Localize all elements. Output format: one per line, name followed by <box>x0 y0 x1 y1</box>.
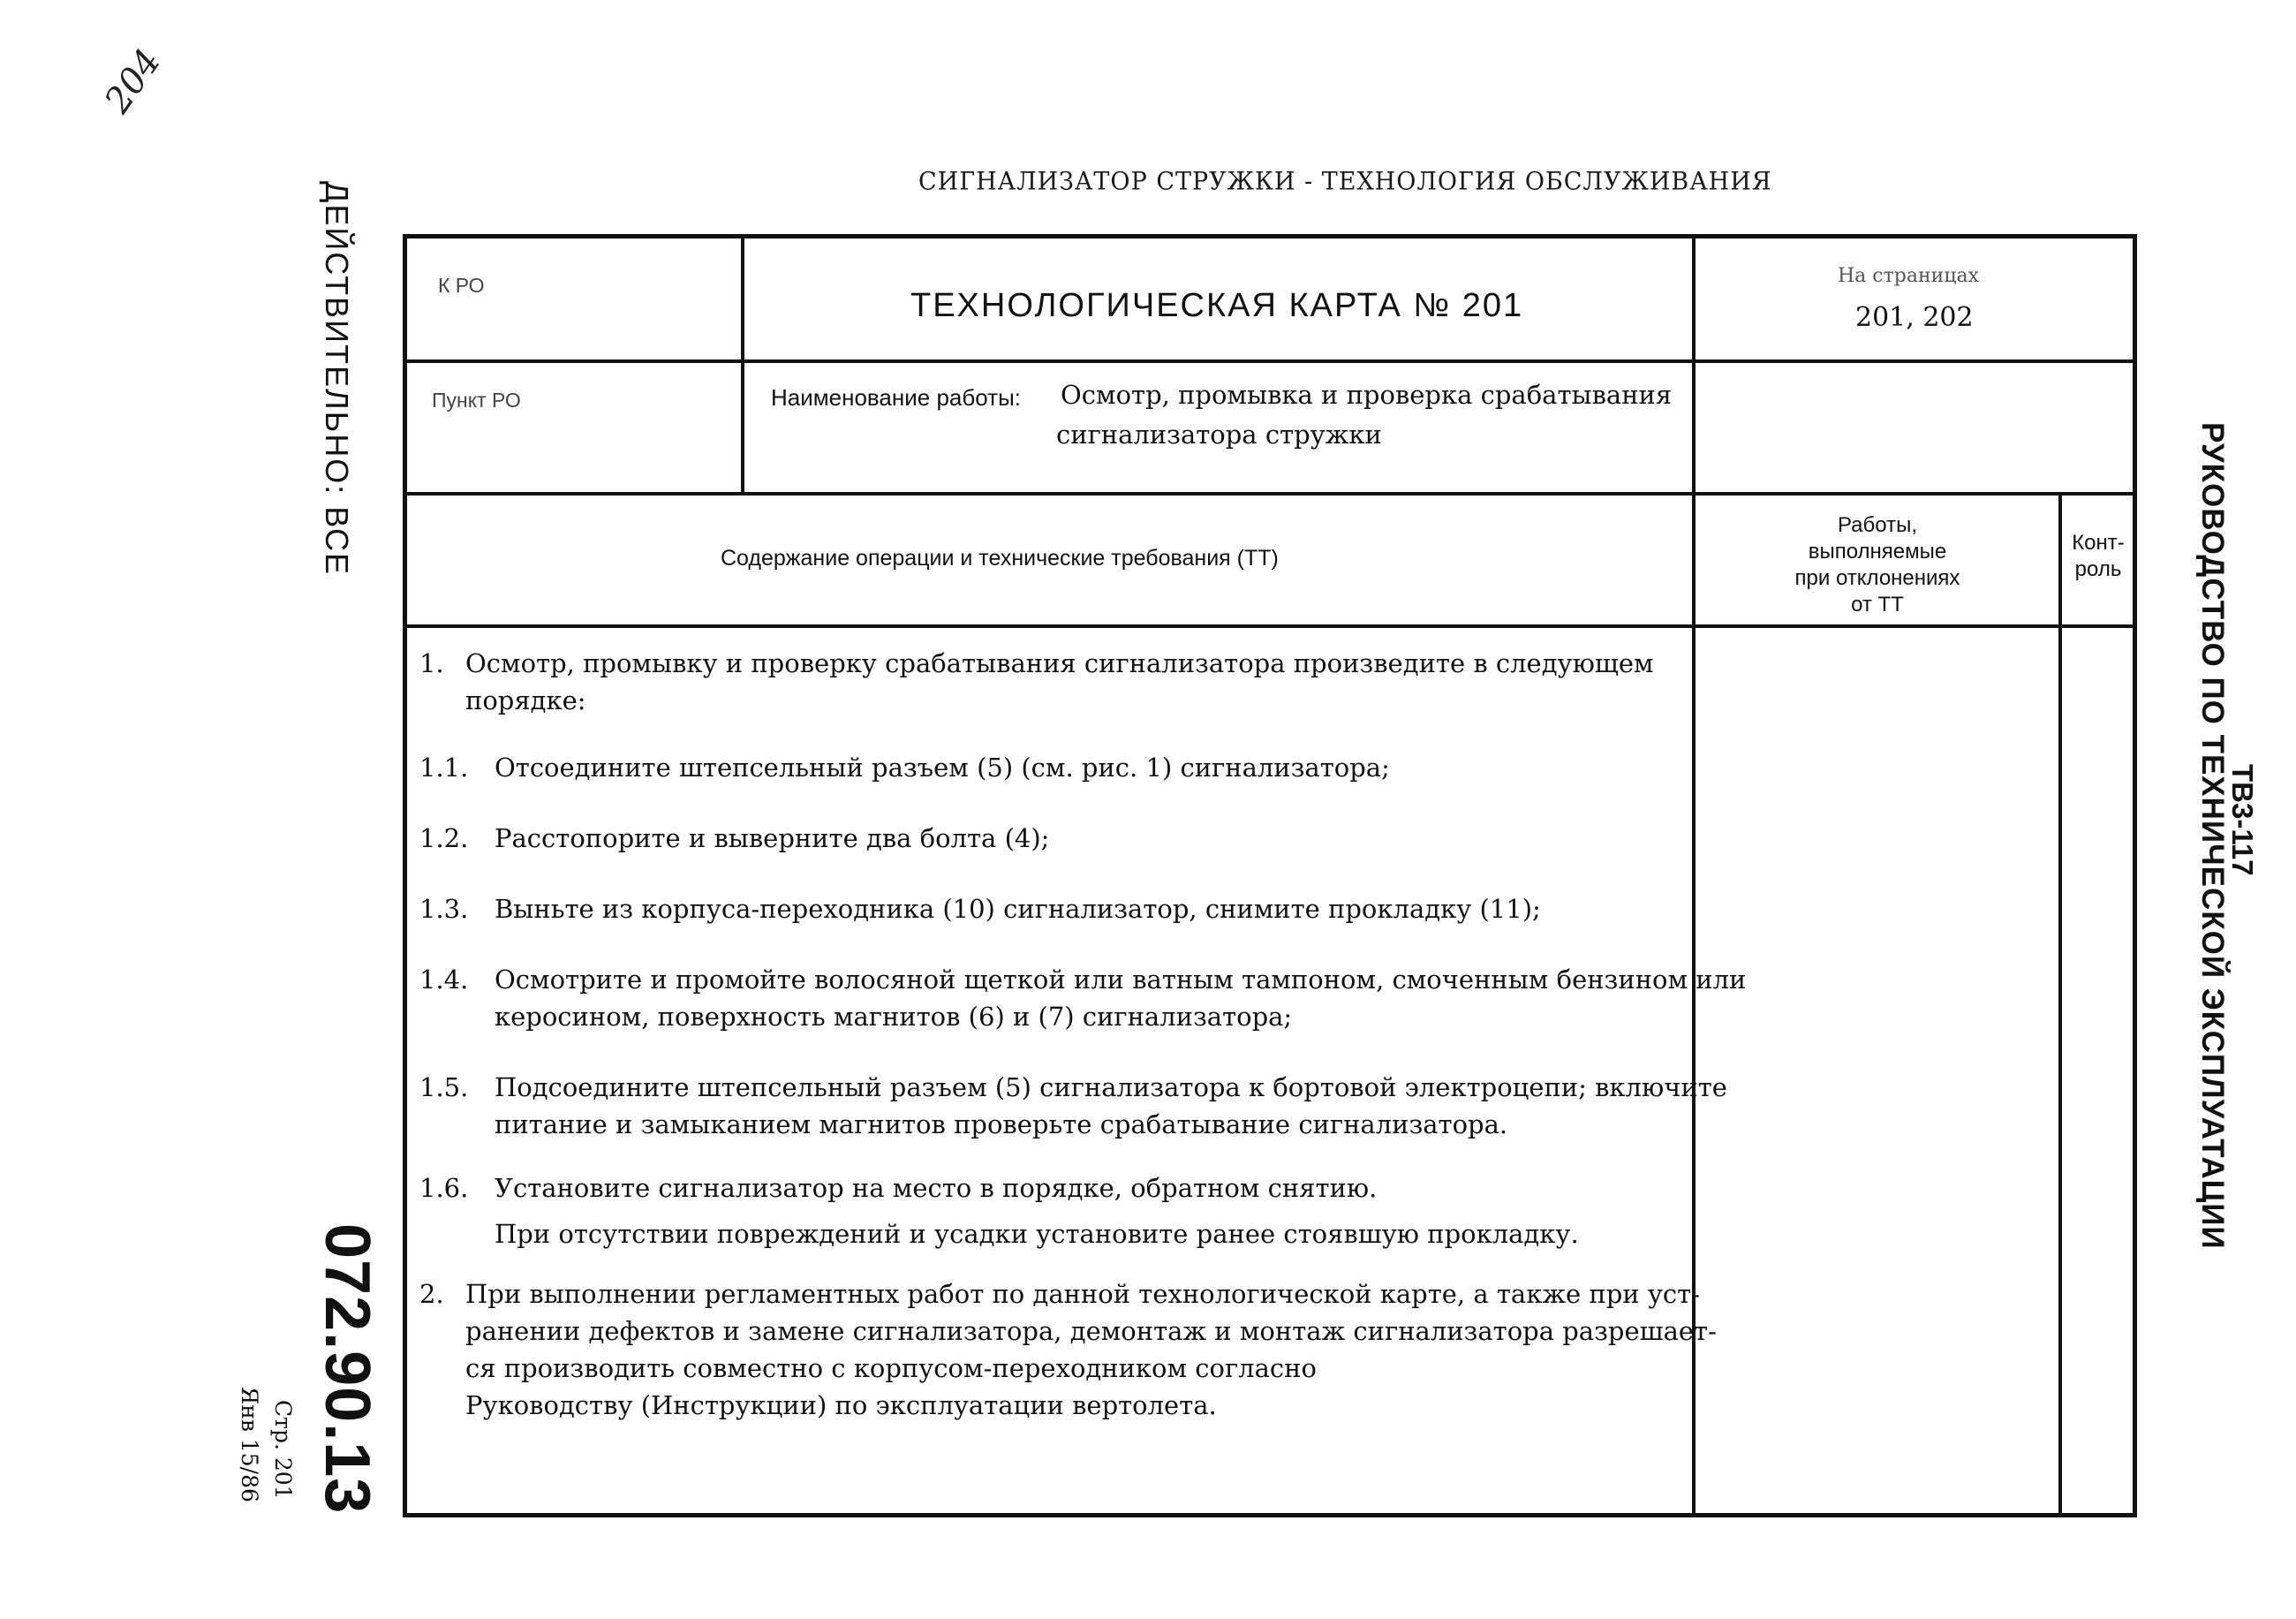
operation-number: 1.2. <box>419 823 469 853</box>
operation-text: Расстопорите и выверните два болта (4); <box>495 823 1050 853</box>
document-title: СИГНАЛИЗАТОР СТРУЖКИ - ТЕХНОЛОГИЯ ОБСЛУЖИВАНИЯ <box>918 167 1772 196</box>
operation-item <box>419 749 1691 786</box>
operation-text: керосином, поверхность магнитов (6) и (7) сигнализатора; <box>495 1002 1293 1032</box>
operation-text: Отсоедините штепсельный разъем (5) (см. рис. 1) сигнализатора; <box>495 753 1390 783</box>
column-header-deviations <box>1696 512 2058 618</box>
operation-number: 1.4. <box>419 965 469 995</box>
validity-note: ДЕЙСТВИТЕЛЬНО: ВСЕ <box>319 181 355 577</box>
column-header-control <box>2063 530 2134 583</box>
operation-number: 1.1. <box>419 753 469 783</box>
work-name: Осмотр, промывка и проверка срабатывания <box>1061 380 1673 410</box>
column-header-content: Содержание операции и технические требования (ТТ) <box>721 546 1279 571</box>
technological-card-table <box>403 234 2137 1517</box>
operation-text: Осмотрите и промойте волосяной щеткой или ватным тампоном, смоченным бензином или <box>495 965 1747 995</box>
card-title: ТЕХНОЛОГИЧЕСКАЯ КАРТА № 201 <box>910 287 1524 324</box>
row-divider <box>407 359 2133 363</box>
operation-number: 1.3. <box>419 894 469 924</box>
operation-item <box>419 961 1747 1035</box>
work-name-label: Наименование работы: <box>771 384 1021 411</box>
row-divider <box>407 492 2133 496</box>
operation-number: 1. <box>419 648 444 678</box>
punkt-ro-label: Пункт РО <box>432 389 521 412</box>
k-ro-label: К РО <box>438 274 485 297</box>
header-line: от ТТ <box>1851 593 1904 617</box>
column-divider <box>741 238 744 492</box>
operation-text: Установите сигнализатор на место в порядке, обратном снятию. <box>495 1173 1378 1203</box>
operations-list <box>419 645 1747 1424</box>
revision-date: Янв 15/86 <box>237 1387 262 1502</box>
operation-text: Выньте из корпуса-переходника (10) сигнализатор, снимите прокладку (11); <box>495 894 1541 924</box>
operation-text: Осмотр, промывку и проверку срабатывания сигнализатора произведите в следующем <box>465 648 1654 678</box>
page-reference: Стр. 201 <box>270 1400 296 1500</box>
engine-model: ТВ3-117 <box>2226 764 2259 876</box>
operation-text: ся производить совместно с корпусом-переходником согласно <box>465 1353 1317 1383</box>
operation-number: 1.6. <box>419 1173 469 1203</box>
header-line: при отклонениях <box>1794 566 1960 590</box>
document-number: 072.90.13 <box>312 1223 382 1515</box>
operation-item <box>419 1069 1727 1143</box>
pages-label: На страницах <box>1838 265 1979 287</box>
manual-title: РУКОВОДСТВО ПО ТЕХНИЧЕСКОЙ ЭКСПЛУАТАЦИИ <box>2195 422 2230 1250</box>
operation-item <box>419 645 1691 719</box>
header-line: Конт- <box>2072 531 2125 555</box>
header-line: выполняемые <box>1808 540 1947 564</box>
header-line: Работы, <box>1837 513 1918 537</box>
operation-number: 2. <box>419 1279 444 1309</box>
row-divider <box>407 624 2133 628</box>
header-line: роль <box>2074 557 2122 581</box>
pages-value: 201, 202 <box>1855 302 1974 333</box>
operation-item <box>419 1169 1691 1252</box>
operation-item <box>419 890 1691 927</box>
operation-item <box>419 1275 1717 1424</box>
work-name-continued: сигнализатора стружки <box>1056 420 1382 450</box>
handwritten-page-number: 204 <box>97 42 170 121</box>
operation-text: ранении дефектов и замене сигнализатора, демонтаж и монтаж сигнализатора разрешает- <box>465 1316 1717 1346</box>
operation-text: При отсутствии повреждений и усадки установите ранее стоявшую прокладку. <box>495 1219 1579 1249</box>
operation-text: питание и замыканием магнитов проверьте срабатывание сигнализатора. <box>495 1109 1508 1139</box>
operation-number: 1.5. <box>419 1072 469 1102</box>
operation-text: Подсоедините штепсельный разъем (5) сигнализатора к бортовой электроцепи; включите <box>495 1072 1727 1102</box>
column-divider <box>2058 492 2062 1515</box>
operation-text: порядке: <box>465 685 586 715</box>
operation-text: Руководству (Инструкции) по эксплуатации вертолета. <box>465 1390 1217 1420</box>
operation-text: При выполнении регламентных работ по данной технологической карте, а также при уст- <box>465 1279 1700 1309</box>
operation-item <box>419 820 1691 857</box>
